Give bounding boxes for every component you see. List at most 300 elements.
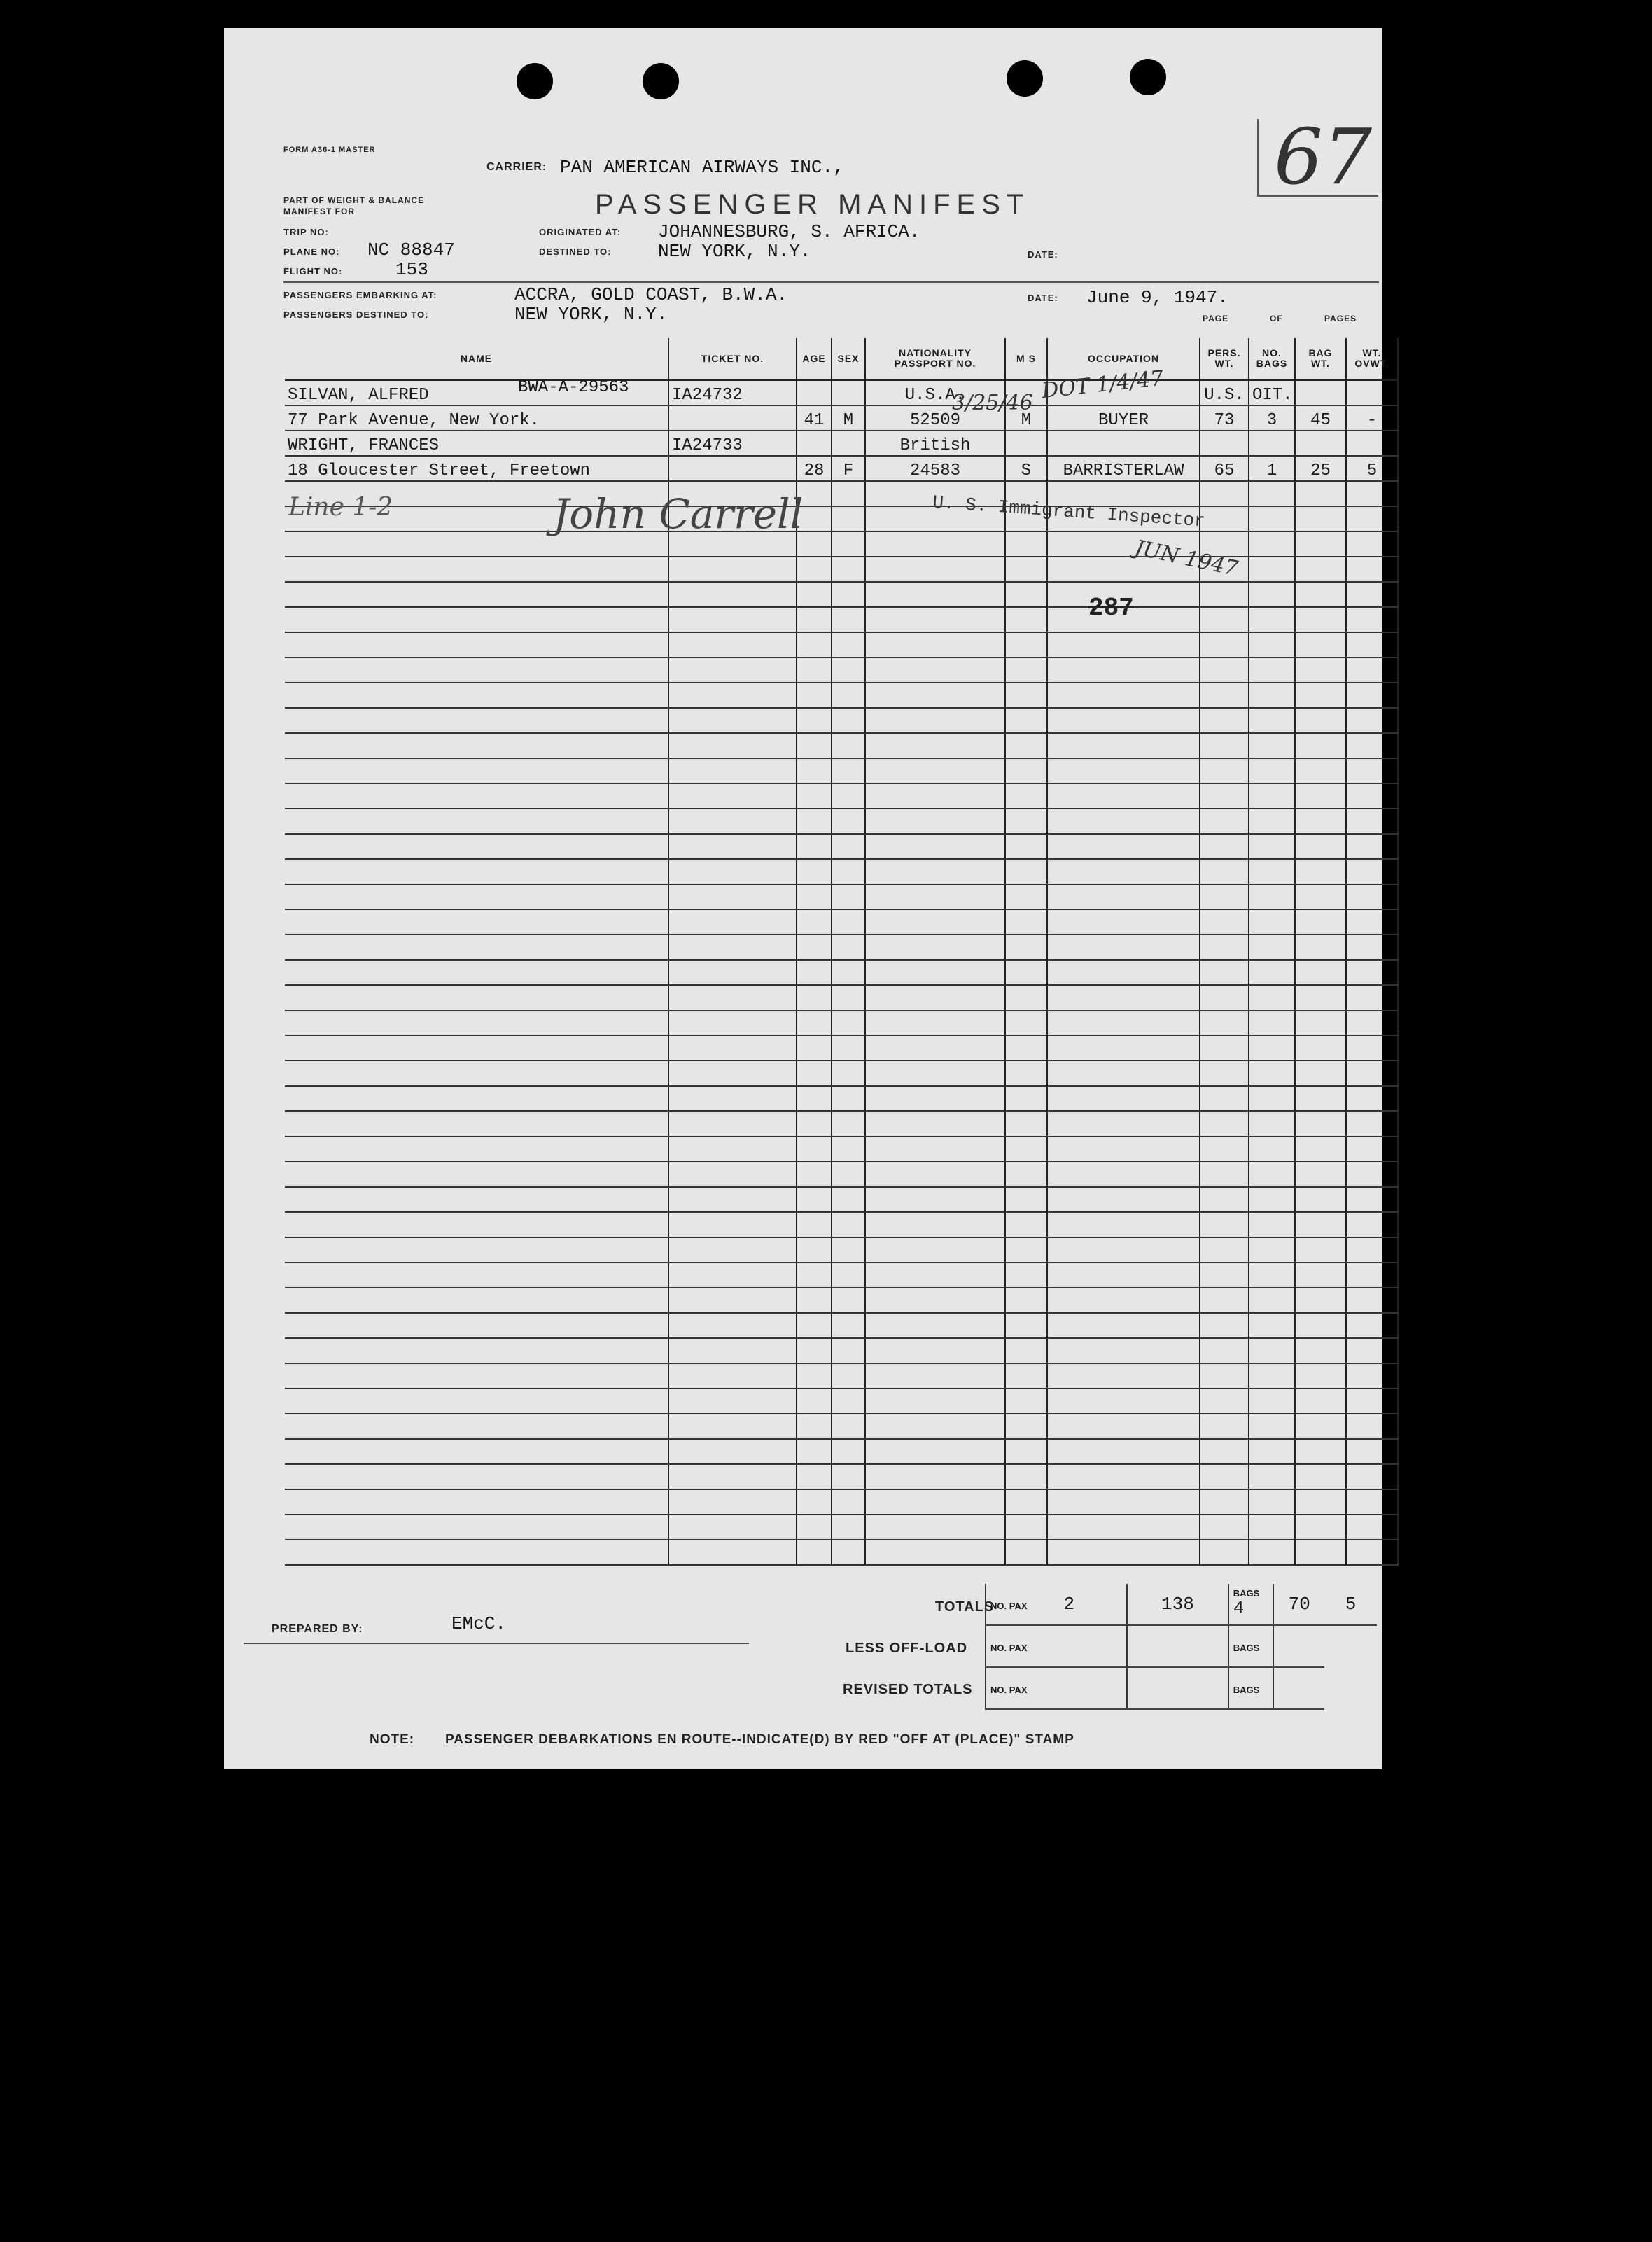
- note-text: PASSENGER DEBARKATIONS EN ROUTE--INDICATE(D) BY RED "OFF AT (PLACE)" STAMP: [445, 1732, 1074, 1747]
- col-bag-wt-header: BAG WT.: [1295, 338, 1346, 380]
- cell-occupation: [1047, 1464, 1200, 1489]
- cell-sex: [832, 481, 865, 506]
- table-row: [285, 1288, 1398, 1313]
- cell-occupation: [1047, 1439, 1200, 1464]
- table-row: [285, 809, 1398, 834]
- cell-pers-wt: [1200, 985, 1249, 1010]
- cell-name: [285, 1439, 668, 1464]
- table-header-row: [285, 338, 1398, 380]
- cell-nationality: [865, 1111, 1005, 1136]
- cell-marital-status: [1005, 1237, 1047, 1262]
- cell-pers-wt: [1200, 935, 1249, 960]
- cell-ticket: [668, 1515, 797, 1540]
- cell-ticket: [668, 1111, 797, 1136]
- cell-name: 18 Gloucester Street, Freetown: [285, 456, 668, 481]
- embarking-value: ACCRA, GOLD COAST, B.W.A.: [514, 284, 788, 305]
- cell-bag-wt: [1295, 607, 1346, 632]
- cell-sex: [832, 1187, 865, 1212]
- cell-pers-wt: 65: [1200, 456, 1249, 481]
- cell-sex: [832, 1061, 865, 1086]
- cell-sex: [832, 1439, 865, 1464]
- cell-sex: [832, 910, 865, 935]
- cell-marital-status: [1005, 935, 1047, 960]
- cell-marital-status: S: [1005, 456, 1047, 481]
- cell-nationality: British: [865, 431, 1005, 456]
- cell-ticket: [668, 1086, 797, 1111]
- cell-name: [285, 884, 668, 910]
- cell-nationality: [865, 1288, 1005, 1313]
- cell-bag-wt: [1295, 859, 1346, 884]
- cell-nationality: [865, 1388, 1005, 1414]
- cell-marital-status: [1005, 1162, 1047, 1187]
- cell-name: [285, 1540, 668, 1565]
- cell-bags: [1249, 859, 1295, 884]
- less-offload-row: [986, 1625, 1377, 1667]
- cell-ticket: [668, 1414, 797, 1439]
- cell-bag-wt: [1295, 834, 1346, 859]
- cell-sex: [832, 1414, 865, 1439]
- cell-ovwt: [1346, 632, 1398, 657]
- cell-pers-wt: [1200, 607, 1249, 632]
- cell-bag-wt: 45: [1295, 405, 1346, 431]
- cell-occupation: [1047, 1162, 1200, 1187]
- page-label: PAGE: [1203, 314, 1229, 323]
- cell-nationality: [865, 557, 1005, 582]
- table-row: [285, 884, 1398, 910]
- cell-name: [285, 1515, 668, 1540]
- cell-ovwt: [1346, 834, 1398, 859]
- table-row: [285, 481, 1398, 506]
- cell-ticket: [668, 910, 797, 935]
- cell-nationality: [865, 1464, 1005, 1489]
- cell-nationality: [865, 758, 1005, 784]
- table-row: [285, 1162, 1398, 1187]
- cell-age: [797, 809, 832, 834]
- cell-occupation: [1047, 935, 1200, 960]
- cell-sex: [832, 708, 865, 733]
- cell-ticket: [668, 1388, 797, 1414]
- cell-occupation: [1047, 733, 1200, 758]
- document-title: PASSENGER MANIFEST: [595, 189, 1030, 220]
- cell-occupation: [1047, 431, 1200, 456]
- cell-sex: [832, 784, 865, 809]
- cell-pers-wt: [1200, 708, 1249, 733]
- table-row: [285, 607, 1398, 632]
- cell-age: 28: [797, 456, 832, 481]
- cell-occupation: [1047, 859, 1200, 884]
- cell-occupation: [1047, 834, 1200, 859]
- cell-bags: [1249, 935, 1295, 960]
- prepared-by-label: PREPARED BY:: [272, 1623, 363, 1635]
- cell-marital-status: [1005, 1464, 1047, 1489]
- cell-occupation: [1047, 1111, 1200, 1136]
- cell-marital-status: [1005, 733, 1047, 758]
- cell-name: [285, 1061, 668, 1086]
- cell-age: [797, 1414, 832, 1439]
- cell-nationality: [865, 1540, 1005, 1565]
- cell-bags: [1249, 582, 1295, 607]
- cell-marital-status: [1005, 1363, 1047, 1388]
- cell-bags: [1249, 531, 1295, 557]
- cell-ticket: [668, 1212, 797, 1237]
- cell-sex: [832, 1010, 865, 1036]
- inspector-signature: John Carrell: [553, 490, 804, 538]
- inspector-stamp: U. S. Immigrant Inspector: [932, 492, 1206, 532]
- cell-nationality: [865, 582, 1005, 607]
- prepared-by-line: [244, 1643, 749, 1644]
- cell-pers-wt: [1200, 683, 1249, 708]
- cell-occupation: [1047, 1136, 1200, 1162]
- col-ms-header: M S: [1005, 338, 1047, 380]
- cell-occupation: [1047, 708, 1200, 733]
- page-number: 67: [1274, 112, 1372, 202]
- cell-ovwt: [1346, 1187, 1398, 1212]
- cell-bag-wt: [1295, 431, 1346, 456]
- cell-nationality: U.S.A.: [865, 380, 1005, 406]
- cell-ticket: [668, 1338, 797, 1363]
- col-name-header: NAME: [285, 338, 668, 380]
- col-occupation-header: OCCUPATION: [1047, 338, 1200, 380]
- cell-occupation: [1047, 784, 1200, 809]
- cell-ticket: [668, 859, 797, 884]
- stamp-top: DOT 1/4/47: [1040, 365, 1166, 404]
- revised-totals-label: REVISED TOTALS: [843, 1682, 973, 1697]
- cell-sex: [832, 582, 865, 607]
- cell-nationality: [865, 1237, 1005, 1262]
- bags-label: BAGS: [1233, 1588, 1260, 1599]
- flight-value: 153: [396, 259, 428, 280]
- cell-occupation: [1047, 1288, 1200, 1313]
- cell-sex: [832, 884, 865, 910]
- cell-name: [285, 1187, 668, 1212]
- cell-marital-status: [1005, 1111, 1047, 1136]
- cell-bag-wt: [1295, 582, 1346, 607]
- cell-age: [797, 1439, 832, 1464]
- cell-occupation: [1047, 1388, 1200, 1414]
- cell-bag-wt: 25: [1295, 456, 1346, 481]
- cell-sex: [832, 1515, 865, 1540]
- cell-ovwt: [1346, 557, 1398, 582]
- cell-occupation: [1047, 809, 1200, 834]
- cell-ovwt: [1346, 531, 1398, 557]
- cell-ticket: [668, 784, 797, 809]
- cell-ovwt: [1346, 481, 1398, 506]
- cell-sex: [832, 1363, 865, 1388]
- cell-bags: [1249, 1515, 1295, 1540]
- cell-bags: [1249, 557, 1295, 582]
- cell-ticket: [668, 809, 797, 834]
- cell-pers-wt: U.S.: [1200, 380, 1249, 406]
- cell-ticket: [668, 884, 797, 910]
- cell-bag-wt: [1295, 1515, 1346, 1540]
- col-pers-wt-header: PERS. WT.: [1200, 338, 1249, 380]
- cell-ticket: [668, 1489, 797, 1515]
- cell-name: [285, 1036, 668, 1061]
- cell-nationality: [865, 1136, 1005, 1162]
- cell-sex: [832, 557, 865, 582]
- cell-ovwt: [1346, 1010, 1398, 1036]
- stamp-number: 287: [1088, 594, 1134, 622]
- carrier-label: CARRIER:: [486, 161, 547, 173]
- cell-bags: [1249, 733, 1295, 758]
- note-label: NOTE:: [370, 1732, 415, 1747]
- cell-marital-status: [1005, 859, 1047, 884]
- cell-ticket: [668, 1313, 797, 1338]
- cell-bags: [1249, 1388, 1295, 1414]
- table-row: [285, 935, 1398, 960]
- col-nationality-header: NATIONALITY PASSPORT NO.: [865, 338, 1005, 380]
- cell-ovwt: [1346, 1414, 1398, 1439]
- cell-bag-wt: [1295, 1237, 1346, 1262]
- cell-bag-wt: [1295, 784, 1346, 809]
- cell-sex: [832, 683, 865, 708]
- cell-sex: [832, 380, 865, 406]
- cell-name: [285, 1111, 668, 1136]
- cell-ovwt: [1346, 1439, 1398, 1464]
- cell-pers-wt: [1200, 632, 1249, 657]
- bags-label: BAGS: [1233, 1685, 1260, 1695]
- cell-ticket: [668, 1162, 797, 1187]
- cell-nationality: 24583: [865, 456, 1005, 481]
- cell-ovwt: [1346, 1515, 1398, 1540]
- cell-name: [285, 1237, 668, 1262]
- table-row: [285, 1136, 1398, 1162]
- cell-marital-status: [1005, 1388, 1047, 1414]
- table-row: [285, 1464, 1398, 1489]
- cell-ovwt: [1346, 859, 1398, 884]
- cell-pers-wt: [1200, 1212, 1249, 1237]
- cell-nationality: [865, 1061, 1005, 1086]
- cell-pers-wt: [1200, 1036, 1249, 1061]
- table-row: [285, 582, 1398, 607]
- cell-bags: [1249, 431, 1295, 456]
- cell-name: WRIGHT, FRANCES: [285, 431, 668, 456]
- cell-ovwt: [1346, 582, 1398, 607]
- table-row: [285, 784, 1398, 809]
- cell-bags: [1249, 1036, 1295, 1061]
- cell-marital-status: [1005, 657, 1047, 683]
- cell-sex: [832, 960, 865, 985]
- cell-ovwt: 5: [1346, 456, 1398, 481]
- cell-bags: [1249, 506, 1295, 531]
- cell-pers-wt: [1200, 1111, 1249, 1136]
- cell-pers-wt: [1200, 657, 1249, 683]
- cell-sex: [832, 1540, 865, 1565]
- cell-bag-wt: [1295, 1010, 1346, 1036]
- punch-hole: [1130, 59, 1166, 95]
- cell-nationality: [865, 1010, 1005, 1036]
- cell-age: [797, 1515, 832, 1540]
- cell-nationality: [865, 1187, 1005, 1212]
- cell-ovwt: [1346, 784, 1398, 809]
- cell-marital-status: [1005, 1010, 1047, 1036]
- cell-ovwt: [1346, 607, 1398, 632]
- cell-occupation: [1047, 657, 1200, 683]
- cell-bag-wt: [1295, 809, 1346, 834]
- cell-age: [797, 859, 832, 884]
- cell-ovwt: [1346, 1136, 1398, 1162]
- cell-age: [797, 1136, 832, 1162]
- cell-ticket: [668, 758, 797, 784]
- cell-age: [797, 733, 832, 758]
- cell-nationality: [865, 935, 1005, 960]
- cell-pers-wt: [1200, 733, 1249, 758]
- cell-age: [797, 1489, 832, 1515]
- cell-bags: [1249, 607, 1295, 632]
- cell-ticket: [668, 1439, 797, 1464]
- cell-bag-wt: [1295, 1439, 1346, 1464]
- prepared-by-value: EMcC.: [451, 1613, 507, 1634]
- cell-ovwt: [1346, 1162, 1398, 1187]
- cell-pers-wt: [1200, 1313, 1249, 1338]
- cell-marital-status: [1005, 1086, 1047, 1111]
- cell-ticket: IA24732: [668, 380, 797, 406]
- cell-sex: [832, 1212, 865, 1237]
- cell-bags: [1249, 1414, 1295, 1439]
- cell-name: [285, 1010, 668, 1036]
- cell-bag-wt: [1295, 1288, 1346, 1313]
- cell-marital-status: [1005, 1262, 1047, 1288]
- table-row: [285, 1414, 1398, 1439]
- cell-ovwt: [1346, 1288, 1398, 1313]
- cell-marital-status: [1005, 1036, 1047, 1061]
- cell-age: [797, 1388, 832, 1414]
- flight-label: FLIGHT NO:: [284, 266, 343, 277]
- cell-marital-status: [1005, 607, 1047, 632]
- cell-bag-wt: [1295, 657, 1346, 683]
- cell-bags: [1249, 1086, 1295, 1111]
- cell-ticket: [668, 456, 797, 481]
- cell-nationality: [865, 1086, 1005, 1111]
- cell-ovwt: [1346, 1036, 1398, 1061]
- header-divider: [284, 281, 1379, 283]
- cell-age: [797, 884, 832, 910]
- cell-sex: F: [832, 456, 865, 481]
- pages-label: PAGES: [1324, 314, 1357, 323]
- total-pers-wt: 138: [1127, 1584, 1228, 1625]
- cell-ticket: [668, 1464, 797, 1489]
- cell-bag-wt: [1295, 1489, 1346, 1515]
- table-row: [285, 834, 1398, 859]
- cell-nationality: [865, 960, 1005, 985]
- table-row: [285, 1313, 1398, 1338]
- cell-bag-wt: [1295, 1464, 1346, 1489]
- cell-ovwt: [1346, 708, 1398, 733]
- cell-name: 77 Park Avenue, New York.: [285, 405, 668, 431]
- no-pax-label: NO. PAX: [990, 1601, 1028, 1611]
- cell-sex: [832, 1162, 865, 1187]
- cell-bag-wt: [1295, 1313, 1346, 1338]
- cell-bags: [1249, 1187, 1295, 1212]
- cell-bag-wt: [1295, 1086, 1346, 1111]
- cell-age: [797, 1363, 832, 1388]
- destined-pass-value: NEW YORK, N.Y.: [514, 304, 668, 325]
- cell-ovwt: [1346, 1489, 1398, 1515]
- cell-ovwt: [1346, 809, 1398, 834]
- cell-ovwt: [1346, 1212, 1398, 1237]
- cell-marital-status: [1005, 1338, 1047, 1363]
- cell-pers-wt: 73: [1200, 405, 1249, 431]
- cell-nationality: [865, 657, 1005, 683]
- cell-sex: [832, 1338, 865, 1363]
- cell-name: [285, 1489, 668, 1515]
- cell-nationality: [865, 632, 1005, 657]
- cell-nationality: [865, 1489, 1005, 1515]
- cell-bag-wt: [1295, 1187, 1346, 1212]
- cell-name: [285, 935, 668, 960]
- cell-ovwt: [1346, 1338, 1398, 1363]
- cell-pers-wt: [1200, 1061, 1249, 1086]
- cell-marital-status: [1005, 1414, 1047, 1439]
- part-of-label: PART OF WEIGHT & BALANCE MANIFEST FOR: [284, 195, 425, 216]
- cell-name: [285, 1136, 668, 1162]
- cell-pers-wt: [1200, 809, 1249, 834]
- cell-ovwt: [1346, 1061, 1398, 1086]
- cell-pers-wt: [1200, 1262, 1249, 1288]
- cell-bags: [1249, 683, 1295, 708]
- cell-name: SILVAN, ALFRED: [285, 380, 668, 406]
- cell-pers-wt: [1200, 1464, 1249, 1489]
- table-row: [285, 1262, 1398, 1288]
- cell-pers-wt: [1200, 884, 1249, 910]
- cell-age: [797, 1288, 832, 1313]
- cell-sex: [832, 859, 865, 884]
- cell-pers-wt: [1200, 1363, 1249, 1388]
- cell-ticket: [668, 657, 797, 683]
- cell-ticket: [668, 582, 797, 607]
- cell-ovwt: [1346, 1313, 1398, 1338]
- cell-name: [285, 1288, 668, 1313]
- cell-occupation: [1047, 1515, 1200, 1540]
- plane-value: NC 88847: [368, 239, 455, 260]
- cell-bags: [1249, 1439, 1295, 1464]
- bags-label: BAGS: [1233, 1643, 1260, 1653]
- table-row: [285, 531, 1398, 557]
- cell-pers-wt: [1200, 481, 1249, 506]
- table-row: [285, 657, 1398, 683]
- cell-age: [797, 1212, 832, 1237]
- destined-pass-label: PASSENGERS DESTINED TO:: [284, 309, 429, 320]
- cell-sex: [832, 1111, 865, 1136]
- no-pax-label: NO. PAX: [990, 1685, 1028, 1695]
- cell-marital-status: [1005, 557, 1047, 582]
- cell-bags: [1249, 910, 1295, 935]
- cell-bag-wt: [1295, 1111, 1346, 1136]
- cell-bags: [1249, 1262, 1295, 1288]
- table-row: [285, 1036, 1398, 1061]
- totals-label: TOTALS: [935, 1599, 995, 1615]
- punch-hole: [1007, 60, 1043, 97]
- cell-ticket: [668, 607, 797, 632]
- cell-bags: [1249, 985, 1295, 1010]
- cell-age: [797, 1540, 832, 1565]
- cell-ticket: [668, 1036, 797, 1061]
- destined-value: NEW YORK, N.Y.: [658, 241, 811, 262]
- cell-marital-status: [1005, 834, 1047, 859]
- cell-name: [285, 960, 668, 985]
- cell-sex: [832, 1262, 865, 1288]
- table-row: [285, 1187, 1398, 1212]
- cell-occupation: [1047, 884, 1200, 910]
- cell-occupation: BUYER: [1047, 405, 1200, 431]
- total-ovwt: 5: [1324, 1584, 1377, 1625]
- cell-pers-wt: [1200, 784, 1249, 809]
- cell-bags: [1249, 1540, 1295, 1565]
- cell-pers-wt: [1200, 1515, 1249, 1540]
- cell-ticket: [668, 960, 797, 985]
- cell-marital-status: [1005, 758, 1047, 784]
- cell-age: [797, 683, 832, 708]
